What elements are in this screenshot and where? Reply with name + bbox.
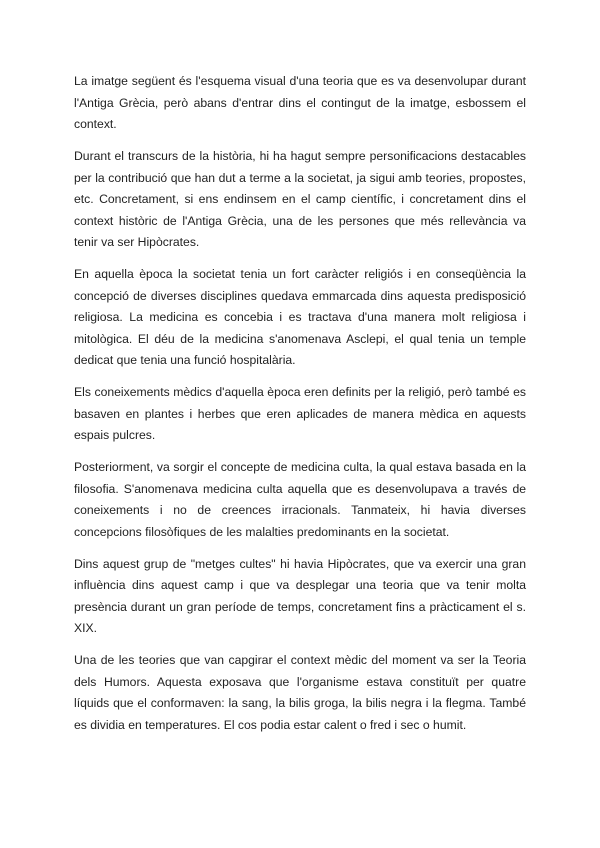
paragraph-religious-medicine: En aquella època la societat tenia un fort caràcter religiós i en conseqüència la concepció de diverses disciplines quedava emmarcada dins aquesta predisposició religiosa. La medicina es concebia i es tractava d'una manera molt religiosa i mitològica. El déu de la medicina s'anomenava Asclepi, el qual tenia un temple dedicat que tenia una funció hospitalària. — [74, 267, 526, 367]
paragraph-theory-of-humors: Una de les teories que van capgirar el context mèdic del moment va ser la Teoria dels Humors. Aquesta exposava que l'organisme estava constituït per quatre líquids que el conformaven: la sang, la bilis groga, la bilis negra i la flegma. També es dividia en temperatures. El cos podia estar calent o fred i sec o humit. — [74, 653, 526, 732]
paragraph-intro: La imatge següent és l'esquema visual d'una teoria que es va desenvolupar durant l'Antiga Grècia, però abans d'entrar dins el contingut de la imatge, esbossem el context. — [74, 74, 526, 131]
paragraph-medical-knowledge: Els coneixements mèdics d'aquella època eren definits per la religió, però també es basaven en plantes i herbes que eren aplicades de manera mèdica en aquests espais pulcres. — [74, 385, 526, 442]
paragraph-historical-context: Durant el transcurs de la història, hi ha hagut sempre personificacions destacables per la contribució que han dut a terme a la societat, ja sigui amb teories, propostes, etc. Concretament, si ens endinsem en el camp científic, i concretament dins el context històric de l'Antiga Grècia, una de les persones que més rellevància va tenir va ser Hipòcrates. — [74, 149, 526, 249]
document-page — [74, 71, 526, 747]
paragraph-cultured-medicine: Posteriorment, va sorgir el concepte de medicina culta, la qual estava basada en la filosofia. S'anomenava medicina culta aquella que es desenvolupava a través de coneixements i no de creences irracionals. Tanmateix, hi havia diverses concepcions filosòfiques de les malalties predominants en la societat. — [74, 460, 526, 539]
paragraph-hippocrates: Dins aquest grup de "metges cultes" hi havia Hipòcrates, que va exercir una gran influència dins aquest camp i que va desplegar una teoria que va tenir molta presència durant un gran període de temps, concretament fins a pràcticament el s. XIX. — [74, 556, 526, 635]
